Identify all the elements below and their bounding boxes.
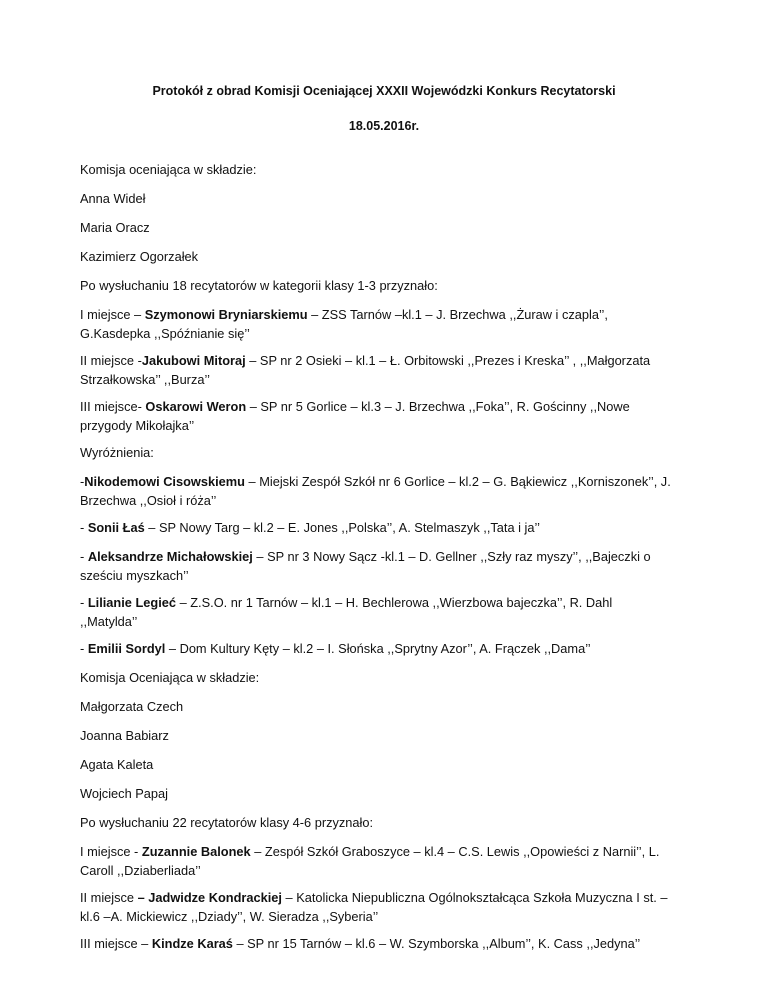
distinction-bullet: - [80, 595, 88, 610]
award-winner-name: Oskarowi Weron [145, 399, 247, 414]
distinction-details: – SP Nowy Targ – kl.2 – E. Jones ,,Polska’’, A. Stelmaszyk ,,Tata i ja’’ [144, 520, 540, 535]
award-details: – ZSS Tarnów –kl.1 – J. Brzechwa ,,Żuraw i czapla’’, [307, 307, 608, 322]
award-place: III miejsce – [80, 936, 152, 951]
distinction-entry [80, 639, 692, 658]
distinction-details: – Dom Kultury Kęty – kl.2 – I. Słońska ,,Sprytny Azor’’, A. Frączek ,,Dama’’ [165, 641, 591, 656]
committee-member: Kazimierz Ogorzałek [80, 249, 199, 264]
award-details: – Zespół Szkół Graboszyce – kl.4 – C.S. Lewis ,,Opowieści z Narnii’’, L. [250, 844, 660, 859]
award-details: – Katolicka Niepubliczna Ogólnokształcąca Szkoła Muzyczna I st. – [281, 890, 668, 905]
award-details: – SP nr 2 Osieki – kl.1 – Ł. Orbitowski ,,Prezes i Kreska’’ , ,,Małgorzata [245, 353, 651, 368]
distinctions-heading: Wyróżnienia: [80, 445, 154, 460]
award-entry [80, 842, 692, 880]
award-winner-name: Zuzannie Balonek [141, 844, 251, 859]
award-entry [80, 934, 692, 953]
award-place: I miejsce - [80, 844, 142, 859]
distinction-entry [80, 593, 692, 631]
award-details-cont: Caroll ,,Dziaberliada’’ [80, 863, 201, 878]
distinction-details: – Miejski Zespół Szkół nr 6 Gorlice – kl.2 – G. Bąkiewicz ,,Korniszonek’’, J. [244, 474, 671, 489]
committee-member: Joanna Babiarz [80, 728, 169, 743]
distinction-bullet: - [80, 520, 88, 535]
award-winner-name: – Jadwidze Kondrackiej [137, 890, 282, 905]
award-details-cont: Strzałkowska’’ ,,Burza’’ [80, 372, 210, 387]
committee-member: Anna Wideł [80, 191, 146, 206]
award-entry [80, 888, 692, 926]
award-entry [80, 305, 692, 343]
award-details: – SP nr 5 Gorlice – kl.3 – J. Brzechwa ,,Foka’’, R. Gościnny ,,Nowe [246, 399, 630, 414]
award-details-cont: G.Kasdepka ,,Spóźnianie się’’ [80, 326, 250, 341]
distinction-name: Sonii Łaś [87, 520, 145, 535]
distinction-details-cont: ,,Matylda’’ [80, 614, 138, 629]
committee-heading-1: Komisja oceniająca w składzie: [80, 162, 257, 177]
committee-member: Maria Oracz [80, 220, 150, 235]
award-winner-name: Jakubowi Mitoraj [141, 353, 246, 368]
distinction-name: Nikodemowi Cisowskiemu [84, 474, 245, 489]
committee-member: Agata Kaleta [80, 757, 154, 772]
award-winner-name: Kindze Karaś [151, 936, 233, 951]
award-place: III miejsce- [80, 399, 146, 414]
award-winner-name: Szymonowi Bryniarskiemu [144, 307, 308, 322]
award-entry [80, 351, 692, 389]
distinction-bullet: - [80, 641, 88, 656]
committee-member: Wojciech Papaj [80, 786, 168, 801]
award-details-cont: kl.6 –A. Mickiewicz ,,Dziady’’, W. Sieradza ,,Syberia’’ [80, 909, 379, 924]
category-summary-2: Po wysłuchaniu 22 recytatorów klasy 4-6 przyznało: [80, 815, 374, 830]
distinction-entry [80, 472, 692, 510]
distinction-entry [80, 518, 692, 537]
distinction-details-cont: Brzechwa ,,Osioł i róża’’ [80, 493, 217, 508]
distinction-bullet: - [80, 549, 88, 564]
distinction-entry [80, 547, 692, 585]
distinction-name: Lilianie Legieć [87, 595, 177, 610]
award-place: II miejsce - [80, 353, 142, 368]
distinction-details-cont: sześciu myszkach’’ [80, 568, 189, 583]
distinction-name: Emilii Sordyl [87, 641, 166, 656]
committee-heading-2: Komisja Oceniająca w składzie: [80, 670, 260, 685]
distinction-bullet: - [80, 474, 85, 489]
distinction-details: – Z.S.O. nr 1 Tarnów – kl.1 – H. Bechlerowa ,,Wierzbowa bajeczka’’, R. Dahl [176, 595, 613, 610]
document-title: Protokół z obrad Komisji Oceniającej XXXII Wojewódzki Konkurs Recytatorski [152, 84, 616, 98]
distinction-name: Aleksandrze Michałowskiej [87, 549, 253, 564]
award-details: – SP nr 15 Tarnów – kl.6 – W. Szymborska ,,Album’’, K. Cass ,,Jedyna’’ [232, 936, 641, 951]
award-entry [80, 397, 692, 435]
award-details-cont: przygody Mikołajka’’ [80, 418, 195, 433]
committee-member: Małgorzata Czech [80, 699, 184, 714]
award-place: I miejsce – [80, 307, 145, 322]
distinction-details: – SP nr 3 Nowy Sącz -kl.1 – D. Gellner ,,Szły raz myszy’’, ,,Bajeczki o [252, 549, 651, 564]
category-summary-1: Po wysłuchaniu 18 recytatorów w kategorii klasy 1-3 przyznało: [80, 278, 438, 293]
award-place: II miejsce [80, 890, 138, 905]
document-date: 18.05.2016r. [348, 119, 420, 133]
